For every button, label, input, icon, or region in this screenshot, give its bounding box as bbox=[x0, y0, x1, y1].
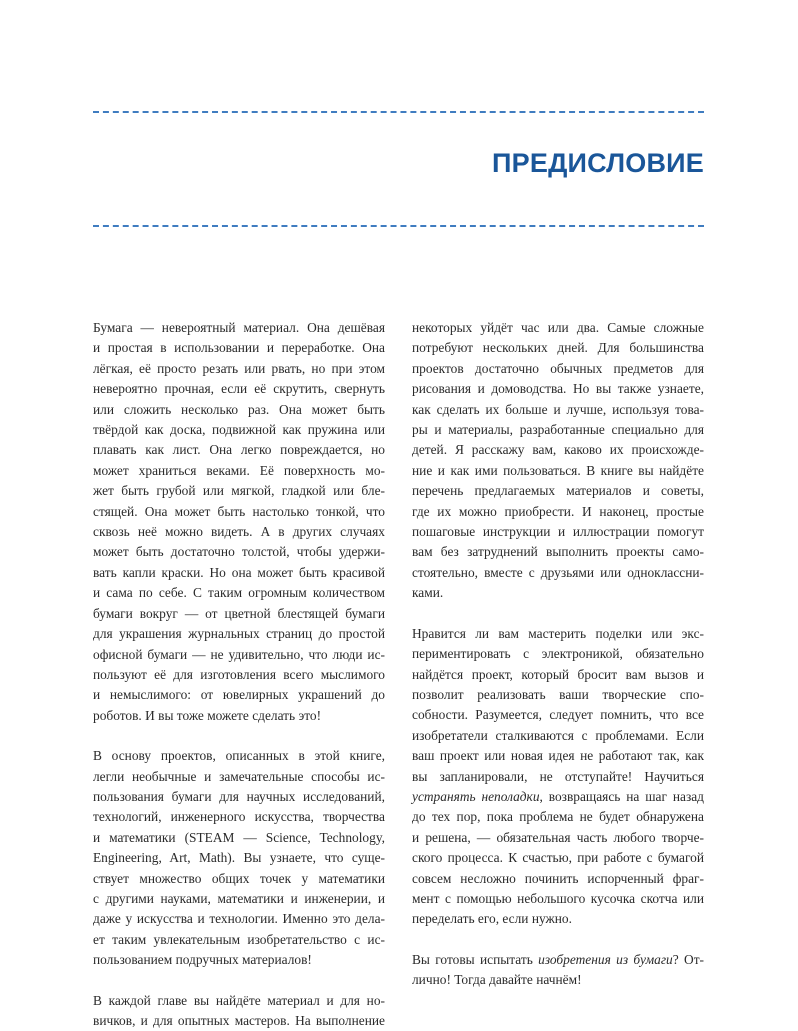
text-line: потребуют нескольких дней. Для большинства bbox=[412, 340, 704, 356]
text-line: В каждой главе вы найдёте материал и для но- bbox=[93, 992, 385, 1008]
text-line: ры и материалы, разработанные специально для bbox=[412, 422, 704, 438]
paragraph bbox=[412, 318, 704, 604]
text-line: некоторых уйдёт час или два. Самые сложные bbox=[412, 320, 704, 335]
text-line: сквозь неё можно видеть. А в других случаях bbox=[93, 524, 385, 540]
text-line: роботов. И вы тоже можете сделать это! bbox=[93, 707, 322, 723]
text-line: стоятельно, вместе с друзьями или одноклассни- bbox=[412, 564, 704, 580]
text-line: рисования и домоводства. Но вы также узнаете, bbox=[412, 381, 704, 397]
text-line: и немыслимого: от ювелирных украшений до bbox=[93, 687, 385, 703]
text-line: ствует множество общих точек у математики bbox=[93, 870, 385, 886]
page-title: ПРЕДИСЛОВИЕ bbox=[492, 148, 704, 178]
paragraph bbox=[93, 746, 385, 970]
text-line: ками. bbox=[412, 585, 444, 601]
text-line: собности. Разумеется, следует помнить, что все bbox=[412, 707, 704, 723]
text-line: ского процесса. К счастью, при работе с бумагой bbox=[412, 850, 704, 866]
text-line: с другими науками, математики и инженерии, и bbox=[93, 890, 385, 906]
text-line: где их можно приобрести. И наконец, простые bbox=[412, 503, 704, 519]
text-line: невероятно прочная, если её скрутить, свернуть bbox=[93, 381, 385, 397]
paragraph bbox=[93, 318, 385, 726]
text-line: мент с помощью небольшого кусочка скотча или bbox=[412, 890, 704, 906]
text-line: вать капли краски. Но она может быть красивой bbox=[93, 564, 385, 580]
text-line: легли необычные и замечательные способы ис- bbox=[93, 768, 385, 784]
top-dashed-divider bbox=[93, 111, 704, 113]
right-text-column bbox=[412, 318, 704, 991]
paragraph-gap bbox=[93, 726, 385, 746]
text-line: может быть достаточно толстой, чтобы удержи- bbox=[93, 544, 385, 560]
text-line: вичков, и для опытных мастеров. На выполнение bbox=[93, 1013, 385, 1028]
text-line: пользованием подручных материалов! bbox=[93, 952, 312, 968]
text-line: периментировать с электроникой, обязательно bbox=[412, 646, 704, 662]
text-line: вы запланировали, не отступайте! Научиться bbox=[412, 768, 704, 784]
text-line: перечень предлагаемых материалов и советы, bbox=[412, 483, 704, 499]
text-line: проектов достаточно обычных предметов для bbox=[412, 360, 704, 376]
text-line: стящей. Она может быть настолько тонкой, что bbox=[93, 503, 385, 519]
text-line: детей. Я расскажу вам, каково их происхожде- bbox=[412, 442, 704, 458]
text-line: офисной бумаги — не удивительно, что люди ис- bbox=[93, 646, 385, 662]
paragraph bbox=[412, 624, 704, 930]
text-line: и математики (STEAM — Science, Technology, bbox=[93, 829, 385, 845]
text-line: жет быть грубой или мягкой, гладкой или бле- bbox=[93, 483, 385, 499]
text-line: бумаги вокруг — от цветной блестящей бумаги bbox=[93, 605, 385, 621]
text-line: лично! Тогда давайте начнём! bbox=[412, 972, 582, 988]
text-line: может храниться веками. Её поверхность мо- bbox=[93, 462, 385, 478]
text-line: Engineering, Art, Math). Вы узнаете, что суще- bbox=[93, 850, 385, 866]
text-line: пользуют её для изготовления всего мыслимого bbox=[93, 666, 385, 682]
bottom-dashed-divider bbox=[93, 225, 704, 227]
text-line: ние и как ими пользоваться. В книге вы найдёте bbox=[412, 462, 704, 478]
text-line: Нравится ли вам мастерить поделки или экс- bbox=[412, 625, 704, 641]
text-line: вам без затруднений выполнить проекты само- bbox=[412, 544, 704, 560]
text-line: даже у искусства и технологии. Именно это дела- bbox=[93, 911, 385, 927]
emphasized-text: устранять неполадки bbox=[412, 788, 540, 804]
left-text-column bbox=[93, 318, 385, 1031]
text-line: найдётся проект, который бросит вам вызов и bbox=[412, 666, 704, 682]
text-line: изобретатели сталкиваются с проблемами. Если bbox=[412, 727, 704, 743]
text-line: позволит реализовать ваши творческие спо- bbox=[412, 686, 704, 702]
paragraph bbox=[412, 950, 704, 991]
text-line: или сложить несколько раз. Она может быть bbox=[93, 401, 385, 417]
text-line: пользования бумаги для научных исследований, bbox=[93, 788, 385, 804]
paragraph-gap bbox=[412, 604, 704, 624]
text-line: для украшения журнальных страниц до простой bbox=[93, 626, 385, 642]
paragraph-gap bbox=[412, 930, 704, 950]
text-line: до тех пор, пока проблема не будет обнаружена bbox=[412, 809, 704, 825]
text-line: как сделать их больше и лучше, используя това- bbox=[412, 401, 704, 417]
text-line: ет таким увлекательным изобретательство с ис- bbox=[93, 931, 385, 947]
text-line: переделать его, если нужно. bbox=[412, 911, 572, 927]
paragraph-gap bbox=[93, 971, 385, 991]
text-line: технологий, инженерного искусства, творчества bbox=[93, 809, 385, 825]
paragraph bbox=[93, 991, 385, 1031]
text-line: В основу проектов, описанных в этой книге, bbox=[93, 748, 385, 764]
text-line: твёрдой как доска, подвижной как пружина или bbox=[93, 422, 385, 438]
text-line: Бумага — невероятный материал. Она дешёвая bbox=[93, 320, 385, 335]
text-line: совсем несложно починить испорченный фраг- bbox=[412, 870, 704, 886]
text-line: Вы готовы испытать изобретения из бумаги? От- bbox=[412, 951, 704, 967]
text-line: устранять неполадки, возвращаясь на шаг назад bbox=[412, 788, 704, 804]
text-line: и простая в использовании и переработке. Она bbox=[93, 340, 385, 356]
text-line: и решена, — обязательная часть любого творче- bbox=[412, 829, 704, 845]
text-line: и сама по себе. С таким огромным количеством bbox=[93, 585, 385, 601]
emphasized-text: изобретения из бумаги bbox=[538, 951, 673, 967]
text-line: плавать как лист. Она легко повреждается, но bbox=[93, 442, 385, 458]
text-line: пошаговые инструкции и иллюстрации помогут bbox=[412, 524, 704, 540]
text-line: ваш проект или новая идея не работают так, как bbox=[412, 748, 704, 764]
text-line: лёгкая, её просто резать или рвать, но при этом bbox=[93, 360, 385, 376]
